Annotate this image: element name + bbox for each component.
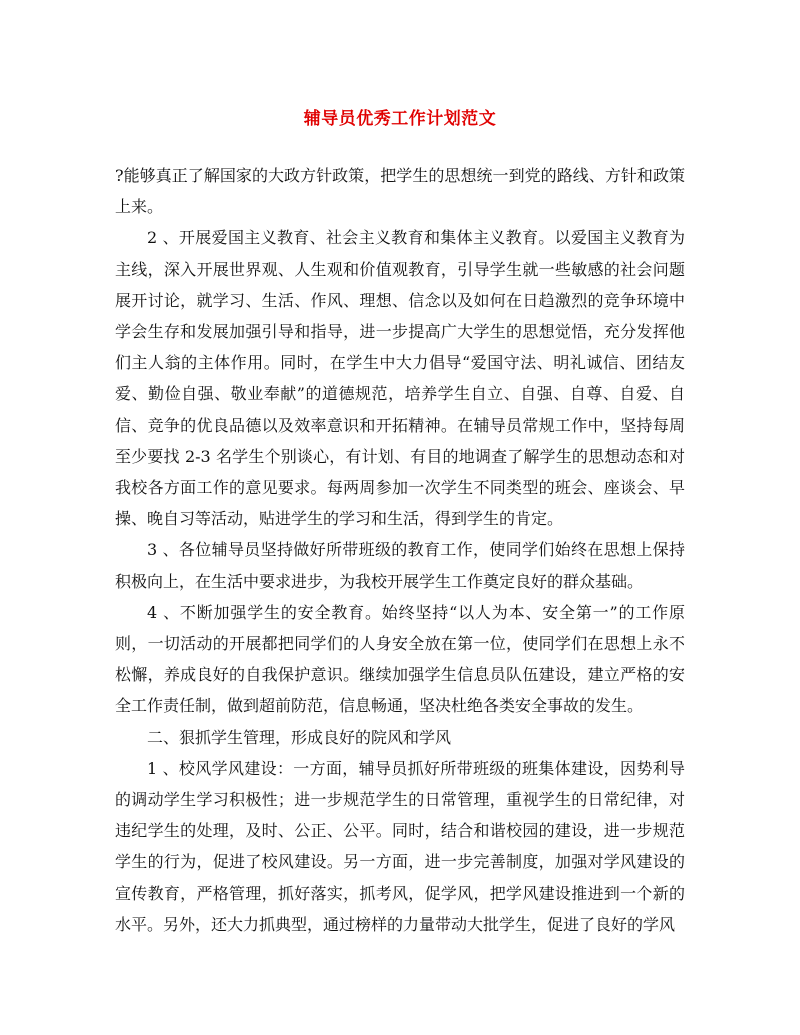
document-body — [115, 160, 685, 940]
section-heading: 二、狠抓学生管理，形成良好的院风和学风 — [147, 727, 452, 747]
paragraph-item-4: 4 、不断加强学生的安全教育。始终坚持“以人为本、安全第一”的工作原则，一切活动的开展都把同学们的人身安全放在第一位，使同学们在思想上永不松懈，养成良好的自我保护意识。继续加强学生信息员队伍建设，建立严格的安全工作责任制，做到超前防范，信息畅通，坚决杜绝各类安全事故的发生。 — [115, 602, 685, 716]
paragraph-continuation: ?能够真正了解国家的大政方针政策，把学生的思想统一到党的路线、方针和政策上来。 — [115, 166, 685, 217]
document-title: 辅导员优秀工作计划范文 — [303, 109, 497, 129]
paragraph-item-3: 3 、各位辅导员坚持做好所带班级的教育工作，使同学们始终在思想上保持积极向上，在生活中要求进步，为我校开展学生工作奠定良好的群众基础。 — [115, 540, 685, 591]
paragraph-item-2: 2 、开展爱国主义教育、社会主义教育和集体主义教育。以爱国主义教育为主线，深入开展世界观、人生观和价值观教育，引导学生就一些敏感的社会问题展开讨论，就学习、生活、作风、理想、信念以及如何在日趋激烈的竞争环境中学会生存和发展加强引导和指导，进一步提高广大学生的思想觉悟，充分发挥他们主人翁的主体作用。同时，在学生中大力倡导“爱国守法、明礼诚信、团结友爱、勤俭自强、敬业奉献”的道德规范，培养学生自立、自强、自尊、自爱、自信、竞争的优良品德以及效率意识和开拓精神。在辅导员常规工作中，坚持每周至少要找 2-3 名学生个别谈心，有计划、有目的地调查了解学生的思想动态和对我校各方面工作的意见要求。每两周参加一次学生不同类型的班会、座谈会、早操、晚自习等活动，贴进学生的学习和生活，得到学生的肯定。 — [115, 228, 685, 529]
paragraph-item-1-style: 1 、校风学风建设：一方面，辅导员抓好所带班级的班集体建设，因势利导的调动学生学习积极性；进一步规范学生的日常管理，重视学生的日常纪律，对违纪学生的处理，及时、公正、公平。同时，结合和谐校园的建设，进一步规范学生的行为，促进了校风建设。另一方面，进一步完善制度，加强对学风建设的宣传教育，严格管理，抓好落实，抓考风，促学风，把学风建设推进到一个新的水平。另外，还大力抓典型，通过榜样的力量带动大批学生，促进了良好的学风 — [115, 758, 685, 934]
